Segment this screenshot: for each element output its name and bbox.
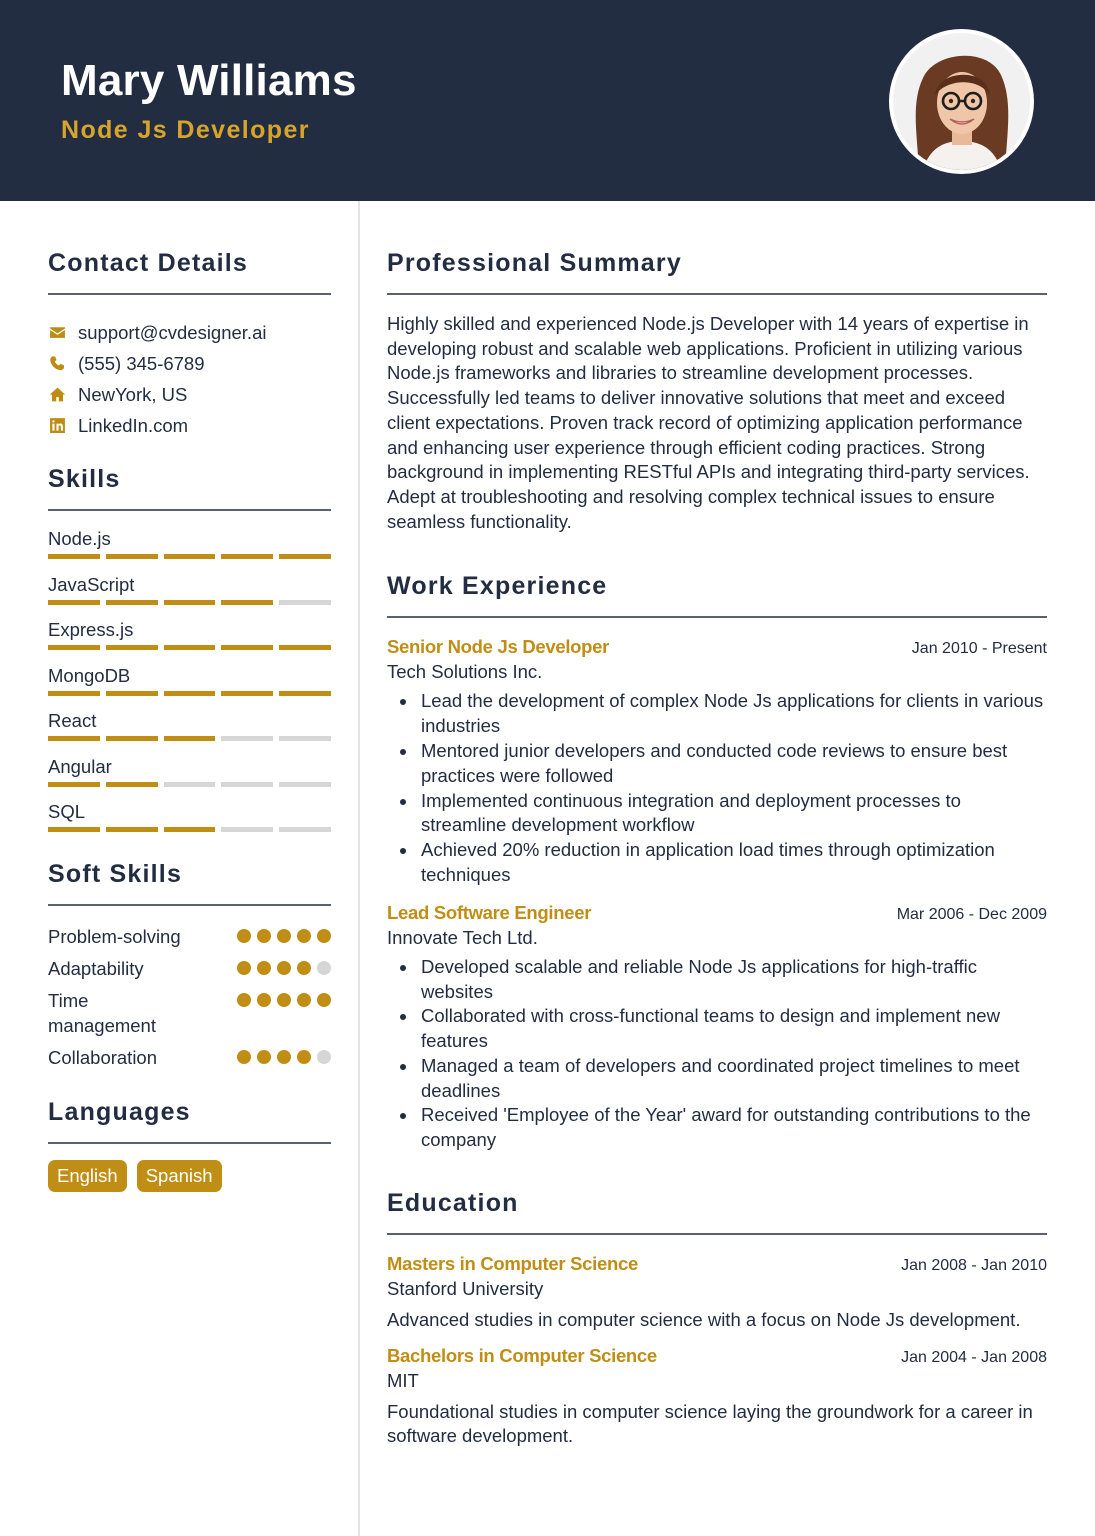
rating-dot (237, 1050, 251, 1064)
job-date: Mar 2006 - Dec 2009 (896, 905, 1047, 923)
rating-dot (277, 961, 291, 975)
rating-dot (317, 1050, 331, 1064)
skill-name: SQL (48, 801, 86, 822)
summary-title: Professional Summary (387, 249, 682, 277)
rating-dot (277, 993, 291, 1007)
soft-skill-item (48, 1045, 331, 1070)
skill-level-segment (106, 782, 158, 787)
candidate-role: Node Js Developer (61, 116, 310, 144)
soft-skill-name: Collaboration (48, 1046, 158, 1068)
skill-level-segment (164, 736, 216, 741)
education-entry (387, 1345, 1047, 1449)
education-description: Foundational studies in computer science laying the groundwork for a career in software development. (387, 1400, 1033, 1447)
summary-section (387, 249, 1047, 534)
soft-skill-name: Time management (48, 989, 156, 1036)
skill-item (48, 574, 331, 620)
skill-level-bar (48, 782, 331, 787)
contact-linkedin[interactable] (48, 410, 331, 441)
rating-dot (277, 929, 291, 943)
skill-item (48, 710, 331, 756)
skill-level-segment (48, 554, 100, 559)
skill-name: JavaScript (48, 573, 135, 595)
skill-level-bar (48, 600, 331, 605)
skill-level-segment (221, 827, 273, 832)
rating-dot (317, 929, 331, 943)
job-bullets (387, 689, 1047, 887)
skill-level-segment (48, 827, 100, 832)
degree-title: Masters in Computer Science (387, 1253, 638, 1275)
skill-level-bar (48, 736, 331, 741)
education-entry (387, 1253, 1047, 1333)
soft-skill-rating (237, 1045, 331, 1064)
skill-item (48, 619, 331, 665)
rating-dot (237, 961, 251, 975)
job-bullet: Managed a team of developers and coordinated project timelines to meet deadlines (387, 1054, 1047, 1104)
skills-list (48, 528, 331, 847)
skill-level-segment (164, 827, 216, 832)
contact-title: Contact Details (48, 249, 248, 277)
profile-photo-image (893, 33, 1030, 170)
section-rule (48, 293, 331, 295)
skill-level-segment (221, 736, 273, 741)
skill-level-segment (48, 691, 100, 696)
soft-skill-rating (237, 988, 331, 1007)
contact-email[interactable] (48, 317, 331, 348)
experience-title: Work Experience (387, 572, 608, 601)
skills-title: Skills (48, 465, 121, 493)
skill-level-segment (48, 782, 100, 787)
profile-photo (889, 29, 1034, 174)
rating-dot (257, 929, 271, 943)
skill-level-segment (48, 600, 100, 605)
job-entry (387, 636, 1047, 887)
education-date: Jan 2004 - Jan 2008 (901, 1348, 1047, 1366)
contact-location (48, 379, 331, 410)
skill-level-segment (221, 782, 273, 787)
job-title: Lead Software Engineer (387, 901, 592, 923)
soft-skill-rating (237, 956, 331, 975)
skill-level-segment (164, 600, 216, 605)
section-rule (387, 1233, 1047, 1235)
rating-dot (297, 929, 311, 943)
skill-level-segment (279, 600, 331, 605)
skill-name: Angular (48, 755, 112, 777)
contact-list (48, 317, 331, 441)
job-date: Jan 2010 - Present (911, 640, 1047, 658)
job-bullet: Lead the development of complex Node Js applications for clients in various industries (387, 689, 1047, 739)
contact-email-text: support@cvdesigner.ai (78, 321, 267, 343)
skill-level-segment (221, 554, 273, 559)
job-bullet: Collaborated with cross-functional teams to design and implement new features (387, 1004, 1047, 1054)
contact-phone[interactable] (48, 348, 331, 379)
skill-name: Node.js (48, 528, 111, 549)
skill-level-segment (106, 600, 158, 605)
job-bullets (387, 955, 1047, 1153)
skill-level-bar (48, 827, 331, 832)
skill-level-segment (279, 645, 331, 650)
summary-text: Highly skilled and experienced Node.js Developer with 14 years of expertise in developing robust and scalable web applications. Proficient in utilizing various Node.js frameworks and libraries to streamline development processes. Successfully led teams to deliver innovative solutions that meet and exceed client expectations. Proven track record of optimizing application performance and enhancing user experience through efficient coding practices. Strong background in implementing RESTful APIs and integrating third-party services. Adept at troubleshooting and resolving complex technical issues to ensure seamless functionality. (387, 313, 1030, 532)
rating-dot (257, 1050, 271, 1064)
education-section (387, 1189, 1047, 1449)
skill-level-segment (164, 554, 216, 559)
resume-header (0, 0, 1095, 201)
languages-list (48, 1160, 331, 1192)
soft-skills-list (48, 924, 331, 1070)
skill-level-segment (48, 736, 100, 741)
skill-level-segment (279, 691, 331, 696)
soft-skill-item (48, 988, 331, 1038)
skill-level-segment (48, 645, 100, 650)
soft-skills-title: Soft Skills (48, 859, 183, 888)
skill-level-segment (106, 736, 158, 741)
school-name: Stanford University (387, 1278, 544, 1300)
rating-dot (237, 929, 251, 943)
education-description: Advanced studies in computer science with a focus on Node Js development. (387, 1309, 1021, 1331)
envelope-icon (48, 324, 66, 342)
rating-dot (317, 993, 331, 1007)
skill-level-segment (221, 600, 273, 605)
job-entry (387, 902, 1047, 1153)
job-company: Innovate Tech Ltd. (387, 926, 538, 948)
rating-dot (297, 961, 311, 975)
left-column (48, 201, 331, 1192)
skill-level-segment (164, 782, 216, 787)
school-name: MIT (387, 1369, 419, 1391)
right-column (387, 201, 1047, 1449)
language-badge: Spanish (137, 1160, 222, 1192)
rating-dot (317, 961, 331, 975)
skill-level-segment (279, 782, 331, 787)
home-icon (48, 386, 66, 404)
language-badge: English (48, 1160, 127, 1192)
skill-level-segment (221, 691, 273, 696)
languages-section (48, 1098, 331, 1192)
rating-dot (297, 993, 311, 1007)
job-company: Tech Solutions Inc. (387, 661, 543, 683)
skill-level-segment (221, 645, 273, 650)
degree-title: Bachelors in Computer Science (387, 1344, 657, 1366)
skill-name: React (48, 710, 97, 731)
soft-skill-item (48, 924, 331, 949)
skill-name: Express.js (48, 619, 134, 640)
skill-level-segment (106, 827, 158, 832)
skill-level-segment (279, 736, 331, 741)
soft-skill-name: Adaptability (48, 957, 144, 979)
section-rule (48, 904, 331, 906)
skill-level-segment (164, 645, 216, 650)
section-rule (387, 616, 1047, 618)
contact-location-text: NewYork, US (78, 383, 188, 405)
skill-item (48, 801, 331, 847)
job-bullet: Mentored junior developers and conducted code reviews to ensure best practices were followed (387, 739, 1047, 789)
skill-level-segment (164, 691, 216, 696)
contact-phone-text: (555) 345-6789 (78, 352, 205, 374)
skill-item (48, 665, 331, 711)
job-bullet: Implemented continuous integration and deployment processes to streamline development workflow (387, 789, 1047, 839)
rating-dot (277, 1050, 291, 1064)
skill-level-segment (106, 691, 158, 696)
section-rule (48, 509, 331, 511)
languages-title: Languages (48, 1097, 191, 1126)
contact-linkedin-text: LinkedIn.com (78, 414, 189, 436)
skills-section (48, 465, 331, 847)
soft-skill-item (48, 956, 331, 981)
skill-level-segment (106, 554, 158, 559)
skill-name: MongoDB (48, 664, 131, 686)
soft-skill-name: Problem-solving (48, 925, 181, 947)
skill-item (48, 756, 331, 802)
skill-level-segment (279, 827, 331, 832)
job-bullet: Achieved 20% reduction in application load times through optimization techniques (387, 838, 1047, 888)
soft-skills-section (48, 860, 331, 1070)
job-title: Senior Node Js Developer (387, 636, 610, 658)
experience-section (387, 572, 1047, 1153)
education-title: Education (387, 1189, 519, 1218)
linkedin-icon (48, 417, 66, 435)
column-divider (358, 201, 360, 1536)
phone-icon (48, 355, 66, 373)
rating-dot (257, 993, 271, 1007)
contact-section (48, 249, 331, 441)
job-bullet: Received 'Employee of the Year' award for outstanding contributions to the company (387, 1103, 1047, 1153)
skill-level-bar (48, 691, 331, 696)
education-date: Jan 2008 - Jan 2010 (901, 1257, 1047, 1275)
section-rule (387, 293, 1047, 295)
skill-level-bar (48, 554, 331, 559)
skill-item (48, 528, 331, 574)
job-bullet: Developed scalable and reliable Node Js applications for high-traffic websites (387, 955, 1047, 1005)
skill-level-segment (106, 645, 158, 650)
rating-dot (297, 1050, 311, 1064)
section-rule (48, 1142, 331, 1144)
rating-dot (237, 993, 251, 1007)
candidate-name: Mary Williams (61, 56, 357, 105)
rating-dot (257, 961, 271, 975)
skill-level-segment (279, 554, 331, 559)
skill-level-bar (48, 645, 331, 650)
soft-skill-rating (237, 924, 331, 943)
